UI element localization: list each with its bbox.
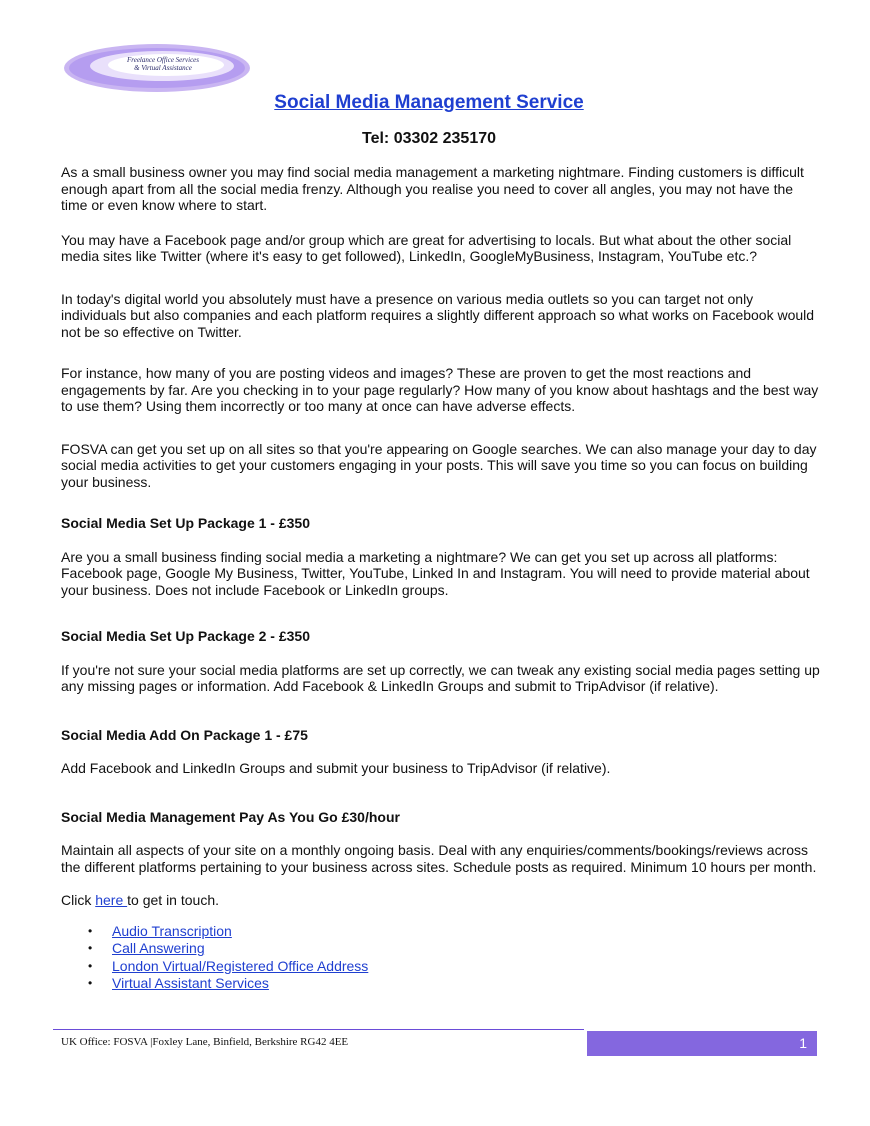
link-virtual-assistant-label[interactable]: Virtual Assistant Services [112,975,269,991]
contact-suffix: to get in touch. [127,892,219,908]
page-number: 1 [799,1035,807,1051]
link-virtual-assistant[interactable] [112,975,821,993]
service-links [61,923,821,993]
logo-line-1: Freelance Office Services [126,56,200,64]
link-audio-transcription-label[interactable]: Audio Transcription [112,922,232,939]
logo-line-2: & Virtual Assistance [134,64,192,72]
package-3-body: Add Facebook and LinkedIn Groups and submit your business to TripAdvisor (if relative). [61,760,611,776]
page-title[interactable]: Social Media Management Service [274,92,584,113]
intro-paragraph-1: As a small business owner you may find social media management a marketing nightmare. Finding customers is difficult enough apart from all the social media frenzy. Although you realise you need to cover all angles, you may not have the time or even know where to start. [61,164,804,213]
package-2-heading: Social Media Set Up Package 2 - £350 [61,628,311,644]
package-1-heading: Social Media Set Up Package 1 - £350 [61,515,311,531]
link-audio-transcription[interactable] [112,923,821,941]
intro-paragraph-3: In today's digital world you absolutely must have a presence on various media outlets so you can target not only individuals but also companies and each platform requires a slightly different approach so what works on Facebook would not be so effective on Twitter. [61,290,815,340]
package-4-heading: Social Media Management Pay As You Go £30/hour [61,808,400,825]
link-call-answering[interactable] [112,940,821,958]
intro-paragraph-2: You may have a Facebook page and/or group which are great for advertising to locals. But what about the other social media sites like Twitter (where it's easy to get followed), LinkedIn, GoogleMyBusiness, Instagram, YouTube etc.? [61,231,792,264]
contact-prefix: Click [61,892,96,908]
link-london-office[interactable] [112,958,821,976]
telephone: Tel: 03302 235170 [361,130,497,147]
package-1-body: Are you a small business finding social media a marketing a nightmare? We can get you set up across all platforms: Facebook page, Google My Business, Twitter, YouTube, Linked In and Instagram. You will need to provide material about your business. Does not include Facebook or LinkedIn groups. [61,548,810,598]
footer-address: UK Office: FOSVA |Foxley Lane, Binfield, Berkshire RG42 4EE [61,1036,349,1048]
package-2-body: If you're not sure your social media platforms are set up correctly, we can tweak any existing social media pages setting up any missing pages or information. Add Facebook & LinkedIn Groups and submit to TripAdvisor (if relative). [61,661,820,694]
contact-link[interactable]: here [95,892,128,908]
link-call-answering-label[interactable]: Call Answering [112,940,205,956]
page-number-box [587,1031,817,1056]
logo-text [118,56,208,72]
intro-paragraph-4: For instance, how many of you are posting videos and images? These are proven to get the most reactions and engagements by far. Are you checking in to your page regularly? How many of you know about hashtags and the best way to use them? Using them incorrectly or too many at once can have adverse effects. [61,365,819,414]
package-4-body: Maintain all aspects of your site on a monthly ongoing basis. Deal with any enquiries/comments/bookings/reviews across the different platforms pertaining to your business across sites. Schedule posts as required. Minimum 10 hours per month. [61,842,817,875]
link-london-office-label[interactable]: London Virtual/Registered Office Address [112,957,369,974]
package-3-heading: Social Media Add On Package 1 - £75 [61,726,308,743]
contact-line [61,892,821,909]
footer-divider [53,1029,584,1030]
main-content [61,164,821,993]
intro-paragraph-5: FOSVA can get you set up on all sites so that you're appearing on Google searches. We can also manage your day to day social media activities to get your customers engaging in your posts. This will save you time so you can focus on building your business. [61,440,817,490]
